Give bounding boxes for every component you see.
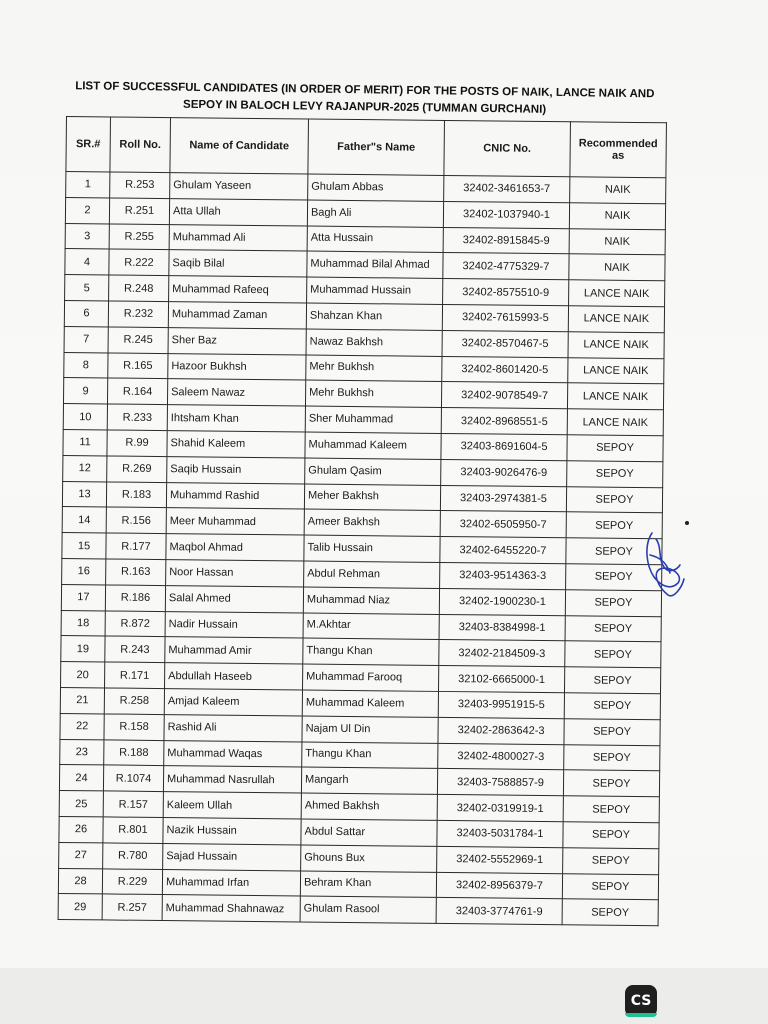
cell-roll-no: R.233: [107, 404, 167, 430]
cell-father-name: Ghouns Bux: [301, 845, 437, 872]
cell-father-name: Shahzan Khan: [306, 303, 442, 330]
cell-roll-no: R.229: [102, 868, 162, 894]
cell-recommended: SEPOY: [567, 435, 663, 462]
cell-cnic: 32402-4775329-7: [443, 253, 569, 280]
cell-cnic: 32402-2863642-3: [438, 717, 564, 744]
cell-cnic: 32402-8915845-9: [443, 227, 569, 254]
cell-roll-no: R.243: [105, 636, 165, 662]
cell-recommended: LANCE NAIK: [567, 409, 663, 436]
cell-roll-no: R.99: [107, 430, 167, 456]
cell-candidate-name: Saqib Hussain: [167, 456, 305, 483]
cell-roll-no: R.248: [109, 275, 169, 301]
cell-sr: 27: [59, 842, 103, 868]
cell-candidate-name: Rashid Ali: [164, 714, 302, 741]
cell-sr: 29: [58, 894, 102, 920]
cell-roll-no: R.183: [106, 482, 166, 508]
cell-roll-no: R.780: [103, 843, 163, 869]
cell-recommended: SEPOY: [567, 461, 663, 488]
cell-roll-no: R.186: [105, 585, 165, 611]
cell-sr: 10: [63, 404, 107, 430]
cell-candidate-name: Muhammad Nasrullah: [163, 766, 301, 793]
cell-father-name: Ghulam Rasool: [300, 896, 436, 923]
cell-sr: 7: [64, 326, 108, 352]
cell-recommended: SEPOY: [563, 822, 659, 849]
cell-recommended: SEPOY: [563, 847, 659, 874]
cell-candidate-name: Sher Baz: [168, 327, 306, 354]
candidates-table-wrapper: [58, 116, 666, 926]
cell-sr: 28: [58, 868, 102, 894]
table-body: [58, 172, 666, 926]
cell-father-name: Muhammad Bilal Ahmad: [307, 251, 443, 278]
cell-recommended: SEPOY: [564, 667, 660, 694]
cell-recommended: SEPOY: [565, 615, 661, 642]
cell-cnic: 32402-7615993-5: [442, 304, 568, 331]
cell-candidate-name: Noor Hassan: [166, 560, 304, 587]
cell-recommended: LANCE NAIK: [568, 357, 664, 384]
cell-recommended: LANCE NAIK: [568, 306, 664, 333]
cell-candidate-name: Abdullah Haseeb: [165, 663, 303, 690]
cell-candidate-name: Maqbol Ahmad: [166, 534, 304, 561]
cell-recommended: LANCE NAIK: [567, 383, 663, 410]
cell-cnic: 32403-3774761-9: [436, 898, 562, 925]
cell-cnic: 32402-3461653-7: [444, 175, 570, 202]
header-father-name: Father"s Name: [308, 119, 445, 175]
cell-sr: 20: [61, 662, 105, 688]
cell-father-name: Ghulam Abbas: [308, 174, 444, 201]
cell-recommended: SEPOY: [566, 486, 662, 513]
cell-sr: 9: [63, 378, 107, 404]
cell-sr: 4: [65, 249, 109, 275]
header-recommended: Recommended as: [570, 122, 667, 178]
cell-sr: 23: [60, 739, 104, 765]
cell-candidate-name: Muhammad Amir: [165, 637, 303, 664]
cell-father-name: Muhammad Niaz: [303, 587, 439, 614]
cell-sr: 22: [60, 713, 104, 739]
cell-cnic: 32402-8968551-5: [441, 408, 567, 435]
cell-candidate-name: Shahid Kaleem: [167, 431, 305, 458]
cell-roll-no: R.232: [108, 301, 168, 327]
document-title: [60, 78, 670, 121]
cell-roll-no: R.245: [108, 327, 168, 353]
cell-candidate-name: Muhammad Zaman: [168, 302, 306, 329]
cell-candidate-name: Sajad Hussain: [163, 843, 301, 870]
cell-sr: 15: [62, 533, 106, 559]
cell-sr: 21: [60, 687, 104, 713]
cell-candidate-name: Meer Muhammad: [166, 508, 304, 535]
cell-candidate-name: Amjad Kaleem: [164, 689, 302, 716]
cell-candidate-name: Ghulam Yaseen: [170, 173, 308, 200]
cell-candidate-name: Muhammd Rashid: [166, 482, 304, 509]
cell-recommended: SEPOY: [564, 718, 660, 745]
cell-candidate-name: Muhammad Ali: [169, 224, 307, 251]
cell-father-name: Muhammad Kaleem: [302, 690, 438, 717]
cell-father-name: Thangu Khan: [302, 742, 438, 769]
cell-father-name: Abdul Sattar: [301, 819, 437, 846]
table-row: [58, 894, 658, 926]
cell-recommended: SEPOY: [565, 590, 661, 617]
cell-candidate-name: Salal Ahmed: [165, 585, 303, 612]
cell-recommended: SEPOY: [566, 512, 662, 539]
table-header-row: [66, 117, 667, 178]
cell-roll-no: R.269: [107, 456, 167, 482]
cell-roll-no: R.257: [102, 894, 162, 920]
cell-sr: 14: [62, 507, 106, 533]
header-candidate-name: Name of Candidate: [170, 118, 309, 174]
cell-cnic: 32402-6455220-7: [440, 537, 566, 564]
header-cnic: CNIC No.: [444, 120, 571, 176]
cell-candidate-name: Saleem Nawaz: [167, 379, 305, 406]
cell-roll-no: R.253: [110, 172, 170, 198]
cell-cnic: 32403-5031784-1: [437, 820, 563, 847]
cell-father-name: Behram Khan: [300, 871, 436, 898]
cell-roll-no: R.157: [103, 791, 163, 817]
cell-sr: 26: [59, 816, 103, 842]
cell-recommended: LANCE NAIK: [568, 332, 664, 359]
cell-father-name: Muhammad Hussain: [307, 277, 443, 304]
cell-candidate-name: Muhammad Waqas: [164, 740, 302, 767]
cell-sr: 25: [59, 791, 103, 817]
cell-roll-no: R.188: [104, 739, 164, 765]
cell-father-name: Mehr Bukhsh: [305, 380, 441, 407]
cell-father-name: Thangu Khan: [303, 638, 439, 665]
cell-roll-no: R.164: [107, 378, 167, 404]
cell-roll-no: R.251: [109, 198, 169, 224]
cell-cnic: 32402-1037940-1: [443, 201, 569, 228]
title-line-1: LIST OF SUCCESSFUL CANDIDATES (IN ORDER OF MERIT) FOR THE POSTS OF NAIK, LANCE NAIK AND: [75, 80, 655, 101]
cell-cnic: 32402-8956379-7: [436, 872, 562, 899]
candidates-table: [58, 116, 667, 926]
cell-recommended: SEPOY: [563, 796, 659, 823]
cell-recommended: SEPOY: [566, 538, 662, 565]
cell-father-name: M.Akhtar: [303, 613, 439, 640]
cell-cnic: 32403-9514363-3: [440, 562, 566, 589]
cell-father-name: Meher Bakhsh: [304, 484, 440, 511]
title-line-2: SEPOY IN BALOCH LEVY RAJANPUR-2025 (TUMMAN GURCHANI): [182, 98, 547, 116]
cell-cnic: 32402-9078549-7: [441, 382, 567, 409]
cell-cnic: 32403-9026476-9: [441, 459, 567, 486]
cell-recommended: SEPOY: [563, 770, 659, 797]
signature-icon: [640, 525, 690, 605]
cell-cnic: 32402-8570467-5: [442, 330, 568, 357]
cell-father-name: Ghulam Qasim: [305, 458, 441, 485]
cell-recommended: NAIK: [569, 203, 665, 230]
cell-sr: 18: [61, 610, 105, 636]
cell-roll-no: R.177: [106, 533, 166, 559]
cell-recommended: SEPOY: [566, 564, 662, 591]
cell-roll-no: R.255: [109, 224, 169, 250]
cell-sr: 1: [66, 172, 110, 198]
cell-recommended: SEPOY: [564, 693, 660, 720]
cell-candidate-name: Atta Ullah: [169, 198, 307, 225]
camscanner-logo: CS: [625, 985, 657, 1017]
cell-cnic: 32402-5552969-1: [437, 846, 563, 873]
cell-cnic: 32403-7588857-9: [437, 769, 563, 796]
cell-father-name: Mangarh: [301, 767, 437, 794]
cell-cnic: 32402-2184509-3: [439, 640, 565, 667]
cell-roll-no: R.158: [104, 714, 164, 740]
header-sr: SR.#: [66, 117, 111, 172]
cell-recommended: NAIK: [569, 254, 665, 281]
cell-father-name: Muhammad Farooq: [303, 664, 439, 691]
cell-cnic: 32402-4800027-3: [438, 743, 564, 770]
cell-candidate-name: Nazik Hussain: [163, 817, 301, 844]
cell-roll-no: R.1074: [103, 765, 163, 791]
cell-cnic: 32402-6505950-7: [440, 511, 566, 538]
cell-sr: 13: [62, 481, 106, 507]
cell-father-name: Ameer Bakhsh: [304, 509, 440, 536]
cell-sr: 2: [65, 197, 109, 223]
cell-recommended: SEPOY: [562, 899, 658, 926]
cell-candidate-name: Kaleem Ullah: [163, 792, 301, 819]
cell-candidate-name: Ihtsham Khan: [167, 405, 305, 432]
cell-roll-no: R.801: [103, 817, 163, 843]
cell-father-name: Abdul Rehman: [304, 561, 440, 588]
cell-candidate-name: Saqib Bilal: [169, 250, 307, 277]
cell-cnic: 32403-8691604-5: [441, 433, 567, 460]
cell-recommended: SEPOY: [562, 873, 658, 900]
cell-recommended: SEPOY: [564, 744, 660, 771]
cell-father-name: Bagh Ali: [307, 200, 443, 227]
cell-sr: 24: [59, 765, 103, 791]
cell-candidate-name: Muhammad Rafeeq: [169, 276, 307, 303]
cell-recommended: NAIK: [570, 177, 666, 204]
cell-roll-no: R.171: [105, 662, 165, 688]
cell-sr: 5: [65, 275, 109, 301]
cell-cnic: 32403-8384998-1: [439, 614, 565, 641]
cell-roll-no: R.156: [106, 507, 166, 533]
cell-father-name: Sher Muhammad: [305, 406, 441, 433]
cell-cnic: 32102-6665000-1: [438, 666, 564, 693]
cell-sr: 17: [61, 584, 105, 610]
cell-sr: 11: [63, 429, 107, 455]
cell-father-name: Ahmed Bakhsh: [301, 793, 437, 820]
cell-cnic: 32402-1900230-1: [439, 588, 565, 615]
header-roll-no: Roll No.: [110, 117, 171, 173]
cell-roll-no: R.165: [108, 353, 168, 379]
cell-recommended: LANCE NAIK: [569, 280, 665, 307]
cell-sr: 12: [63, 455, 107, 481]
cell-father-name: Najam Ul Din: [302, 716, 438, 743]
cell-recommended: SEPOY: [565, 641, 661, 668]
cell-sr: 6: [64, 300, 108, 326]
cell-cnic: 32402-8601420-5: [442, 356, 568, 383]
cell-father-name: Mehr Bukhsh: [306, 355, 442, 382]
cell-sr: 19: [61, 636, 105, 662]
cell-father-name: Atta Hussain: [307, 226, 443, 253]
cell-sr: 3: [65, 223, 109, 249]
cell-sr: 16: [62, 558, 106, 584]
cell-recommended: NAIK: [569, 228, 665, 255]
cell-roll-no: R.258: [104, 688, 164, 714]
cell-cnic: 32402-8575510-9: [443, 279, 569, 306]
cell-father-name: Nawaz Bakhsh: [306, 329, 442, 356]
cell-candidate-name: Muhammad Irfan: [162, 869, 300, 896]
cell-cnic: 32402-0319919-1: [437, 795, 563, 822]
cell-candidate-name: Hazoor Bukhsh: [168, 353, 306, 380]
cell-roll-no: R.163: [106, 559, 166, 585]
cell-cnic: 32403-9951915-5: [438, 691, 564, 718]
cell-sr: 8: [64, 352, 108, 378]
cell-roll-no: R.222: [109, 249, 169, 275]
cell-cnic: 32403-2974381-5: [440, 485, 566, 512]
cell-father-name: Talib Hussain: [304, 535, 440, 562]
cell-candidate-name: Nadir Hussain: [165, 611, 303, 638]
cell-father-name: Muhammad Kaleem: [305, 432, 441, 459]
cell-roll-no: R.872: [105, 610, 165, 636]
cell-candidate-name: Muhammad Shahnawaz: [162, 895, 300, 922]
